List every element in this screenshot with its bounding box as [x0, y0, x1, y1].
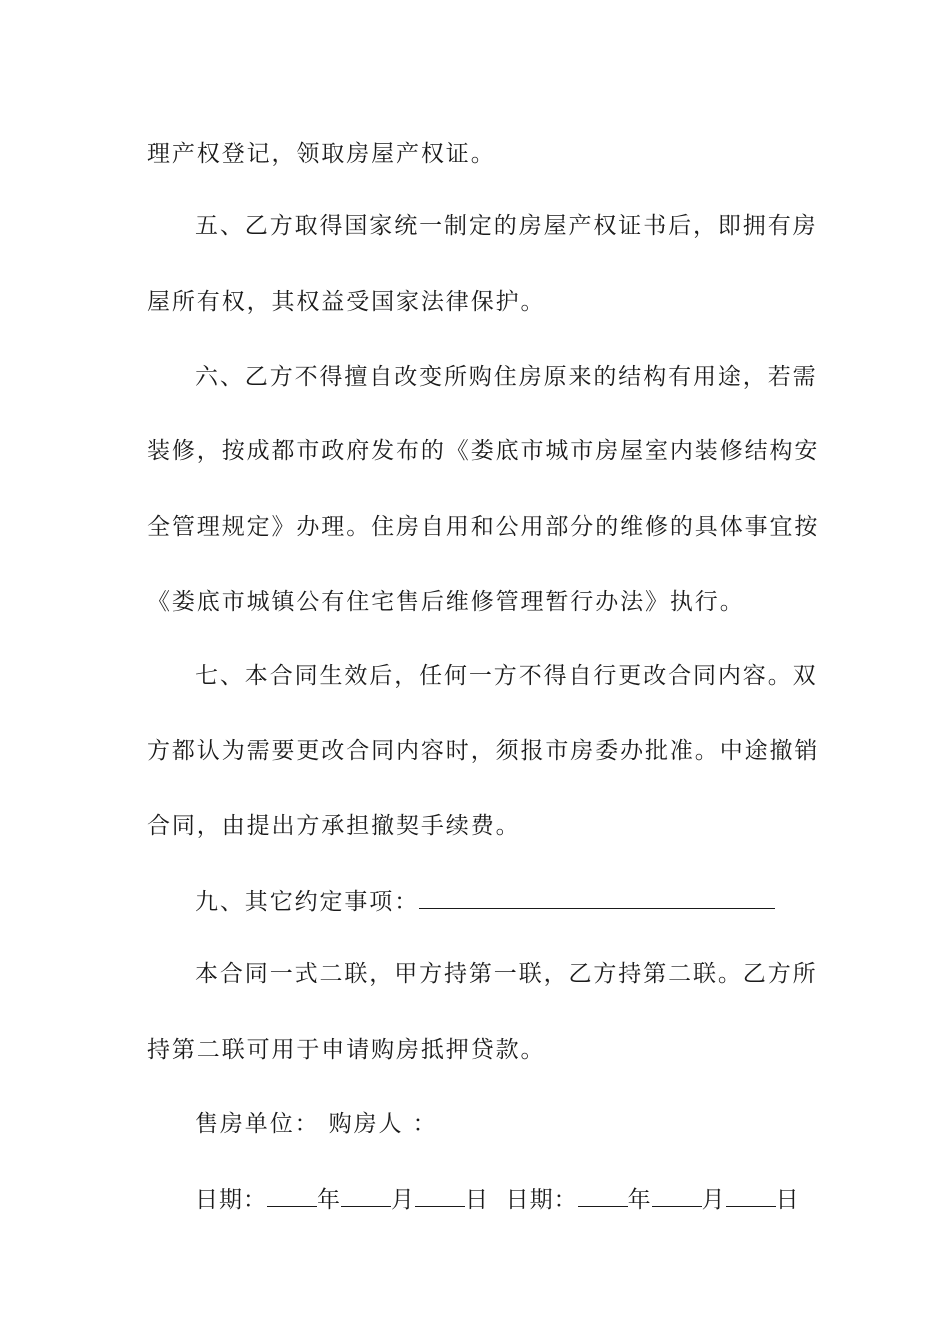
paragraph-line: 持第二联可用于申请购房抵押贷款。	[147, 1037, 546, 1063]
day-label: 日	[465, 1187, 489, 1213]
paragraph-line: 屋所有权，其权益受国家法律保护。	[147, 289, 546, 315]
buyer-year-blank	[578, 1184, 628, 1207]
buyer-month-blank	[652, 1184, 702, 1207]
clause-seven-line: 七、本合同生效后，任何一方不得自行更改合同内容。双	[195, 663, 818, 689]
year-label: 年	[627, 1187, 652, 1213]
seller-month-blank	[341, 1184, 391, 1207]
day-label: 日	[775, 1187, 800, 1213]
buyer-day-blank	[726, 1184, 776, 1207]
seller-date-label: 日期：	[195, 1187, 267, 1213]
paragraph-line: 方都认为需要更改合同内容时，须报市房委办批准。中途撤销	[147, 738, 820, 764]
paragraph-line: 合同，由提出方承担撤契手续费。	[147, 813, 521, 839]
month-label: 月	[701, 1187, 726, 1213]
month-label: 月	[391, 1187, 415, 1213]
signature-line: 售房单位： 购房人 ：	[195, 1111, 438, 1137]
paragraph-line: 《娄底市城镇公有住宅售后维修管理暂行办法》执行。	[147, 589, 745, 615]
copies-line: 本合同一式二联，甲方持第一联，乙方持第二联。乙方所	[195, 961, 818, 987]
seller-year-blank	[267, 1184, 317, 1207]
clause-nine-label: 九、其它约定事项：	[195, 889, 420, 915]
buyer-date-label: 日期：	[505, 1187, 578, 1213]
date-line	[195, 1184, 855, 1215]
paragraph-line: 理产权登记，领取房屋产权证。	[147, 141, 496, 167]
seller-day-blank	[415, 1184, 465, 1207]
paragraph-line: 装修，按成都市政府发布的《娄底市城市房屋室内装修结构安	[147, 438, 820, 464]
clause-nine-line	[195, 886, 855, 917]
other-terms-blank	[419, 886, 775, 909]
clause-six-line: 六、乙方不得擅自改变所购住房原来的结构有用途，若需	[195, 364, 818, 390]
clause-five-line: 五、乙方取得国家统一制定的房屋产权证书后，即拥有房	[195, 213, 818, 239]
year-label: 年	[317, 1187, 341, 1213]
paragraph-line: 全管理规定》办理。住房自用和公用部分的维修的具体事宜按	[147, 514, 820, 540]
